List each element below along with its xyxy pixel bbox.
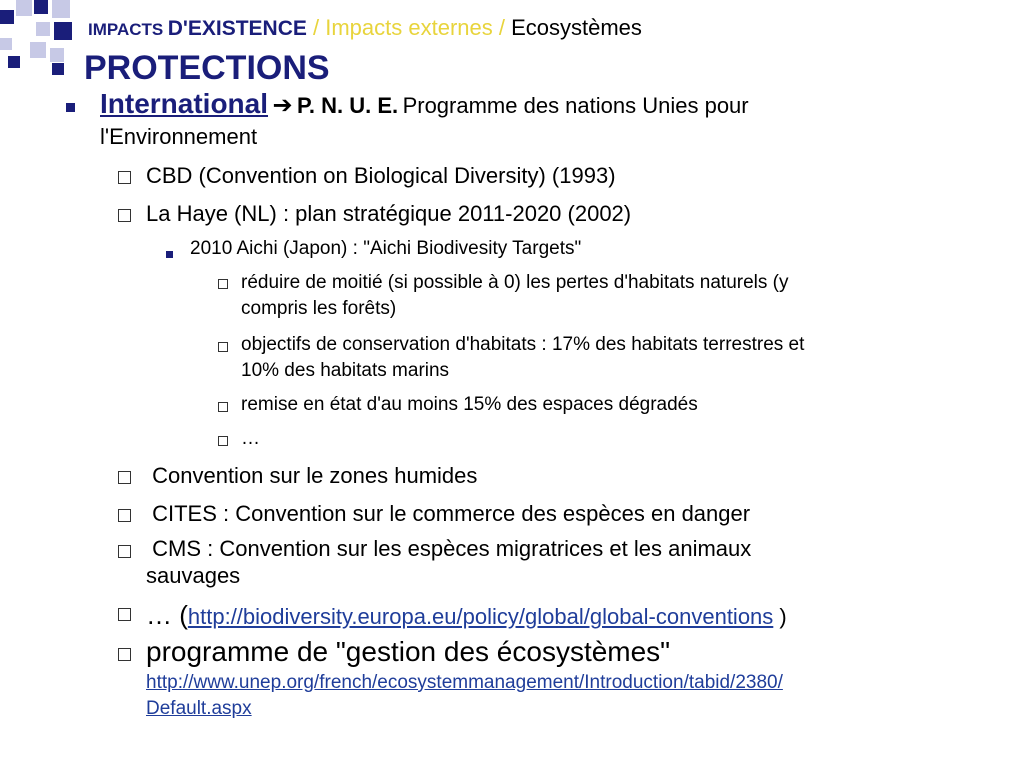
bullet-international [66,103,75,112]
target2-line1: objectifs de conservation d'habitats : 17% des habitats terrestres et [241,334,805,355]
item-cms-line1: CMS : Convention sur les espèces migratrices et les animaux [146,536,752,561]
pnue-desc: Programme des nations Unies pour [402,93,749,118]
bullet-target3 [218,402,228,412]
target3: remise en état d'au moins 15% des espaces dégradés [241,394,698,415]
header-title [88,12,642,47]
bullet-target4 [218,436,228,446]
bullet-cms [118,545,131,558]
item-programme: programme de "gestion des écosystèmes" [146,636,671,667]
header-part-ecosystemes: Ecosystèmes [511,15,642,40]
bullet-cbd [118,171,131,184]
international-line [100,86,749,127]
item-lahaye: La Haye (NL) : plan stratégique 2011-2020 (2002) [146,201,632,226]
header-part-existence: D'EXISTENCE [167,17,307,40]
bullet-programme [118,648,131,661]
bullet-target1 [218,279,228,289]
item-eu-line [146,598,787,637]
header-part-impacts: IMPACTS [88,20,164,39]
unep-link-line1[interactable]: http://www.unep.org/french/ecosystemmanagement/Introduction/tabid/2380/ [146,672,783,693]
bullet-eu [118,608,131,621]
target2-line2: 10% des habitats marins [241,360,450,381]
arrow-icon: ➔ [272,91,293,119]
item-aichi: 2010 Aichi (Japon) : "Aichi Biodivesity Targets" [190,238,582,259]
target1-line2: compris les forêts) [241,298,397,319]
bullet-aichi [166,251,173,258]
item-cbd: CBD (Convention on Biological Diversity) (1993) [146,163,616,188]
item-cites: CITES : Convention sur le commerce des espèces en danger [146,501,751,526]
target1-line1: réduire de moitié (si possible à 0) les pertes d'habitats naturels (y [241,272,789,293]
pnue-acronym: P. N. U. E. [297,93,399,118]
unep-link-line2[interactable]: Default.aspx [146,698,252,719]
bullet-protections [52,63,64,75]
eu-conventions-link[interactable]: http://biodiversity.europa.eu/policy/global/global-conventions [187,604,774,629]
header-part-externes: / Impacts externes / [306,15,512,40]
bullet-zones [118,471,131,484]
eu-prefix: … ( [146,600,188,630]
item-zones: Convention sur le zones humides [146,463,478,488]
bullet-target2 [218,342,228,352]
international-label: International [100,88,269,119]
section-title: PROTECTIONS [84,49,330,87]
pnue-desc-line2: l'Environnement [100,124,258,149]
bullet-cites [118,509,131,522]
item-cms-line2: sauvages [146,563,241,588]
target4: … [241,428,260,449]
eu-suffix: ) [773,604,787,629]
bullet-lahaye [118,209,131,222]
